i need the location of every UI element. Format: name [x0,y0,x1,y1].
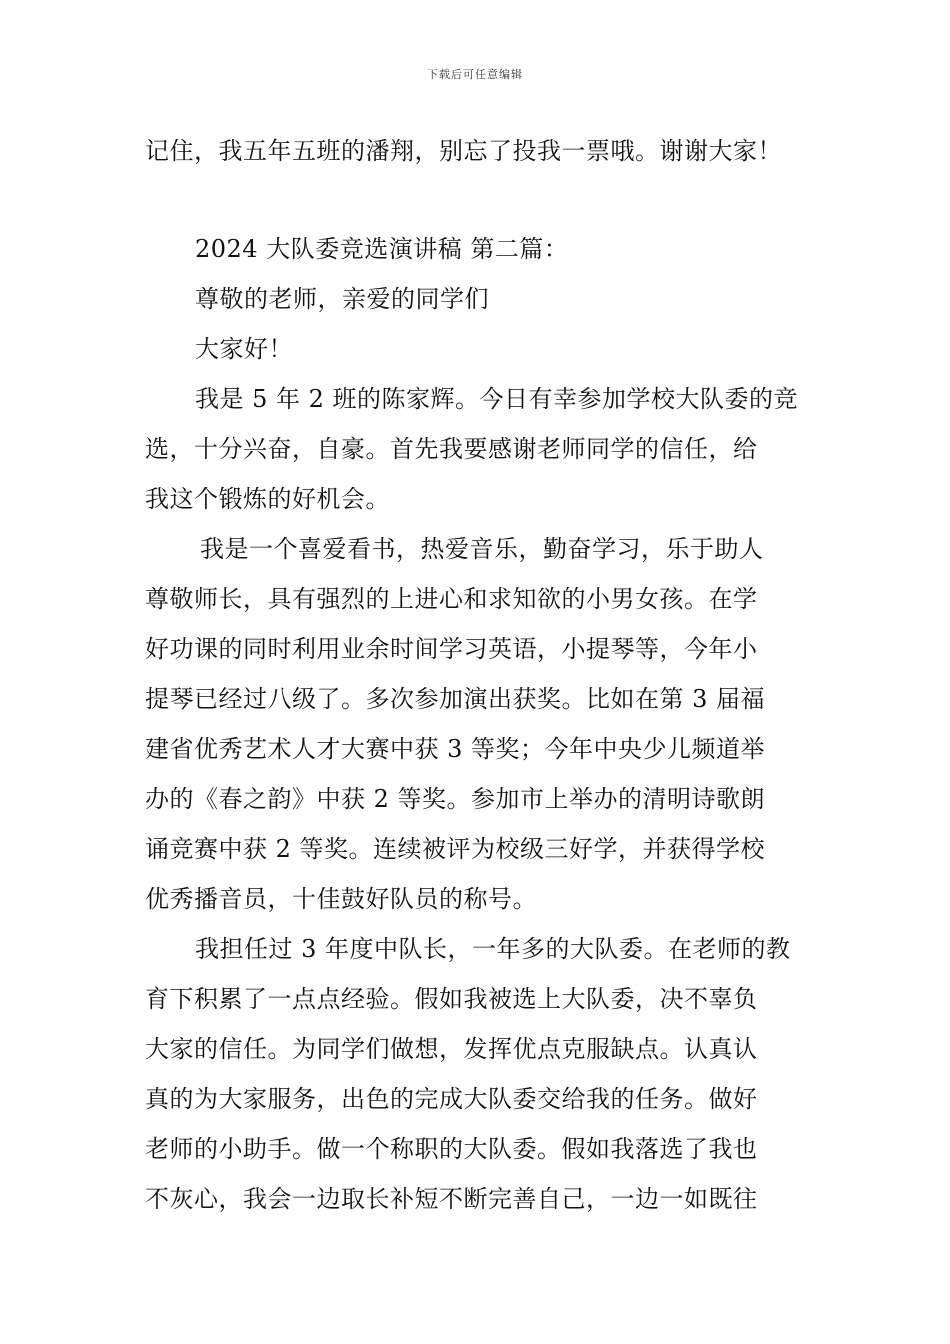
text-line: 尊敬师长，具有强烈的上进心和求知欲的小男女孩。在学 [145,585,758,613]
text-line: 老师的小助手。做一个称职的大队委。假如我落选了我也 [145,1135,758,1163]
text-line: 优秀播音员，十佳鼓好队员的称号。 [145,885,537,913]
page-header-note: 下载后可任意编辑 [427,68,523,81]
greeting: 大家好！ [195,335,293,363]
salutation: 尊敬的老师，亲爱的同学们 [195,285,489,313]
text-line: 我担任过 3 年度中队长，一年多的大队委。在老师的教 [195,935,791,963]
text-line: 好功课的同时利用业余时间学习英语，小提琴等，今年小 [145,635,758,663]
text-line: 我是一个喜爱看书，热爱音乐，勤奋学习，乐于助人 [200,535,764,563]
text-line: 我这个锻炼的好机会。 [145,485,390,513]
text-line: 我是 5 年 2 班的陈家辉。今日有幸参加学校大队委的竞 [195,385,799,413]
text-line: 选，十分兴奋，自豪。首先我要感谢老师同学的信任，给 [145,435,758,463]
text-line: 诵竞赛中获 2 等奖。连续被评为校级三好学，并获得学校 [145,835,766,863]
text-line: 提琴已经过八级了。多次参加演出获奖。比如在第 3 届福 [145,685,766,713]
section-title: 2024 大队委竞选演讲稿 第二篇： [195,235,569,263]
text-line: 记住，我五年五班的潘翔，别忘了投我一票哦。谢谢大家！ [145,137,782,165]
text-line: 大家的信任。为同学们做想，发挥优点克服缺点。认真认 [145,1035,758,1063]
text-line: 建省优秀艺术人才大赛中获 3 等奖；今年中央少儿频道举 [145,735,766,763]
text-line: 育下积累了一点点经验。假如我被选上大队委，决不辜负 [145,985,758,1013]
text-line: 办的《春之韵》中获 2 等奖。参加市上举办的清明诗歌朗 [145,785,766,813]
text-line: 不灰心，我会一边取长补短不断完善自己，一边一如既往 [145,1185,758,1213]
text-line: 真的为大家服务，出色的完成大队委交给我的任务。做好 [145,1085,758,1113]
